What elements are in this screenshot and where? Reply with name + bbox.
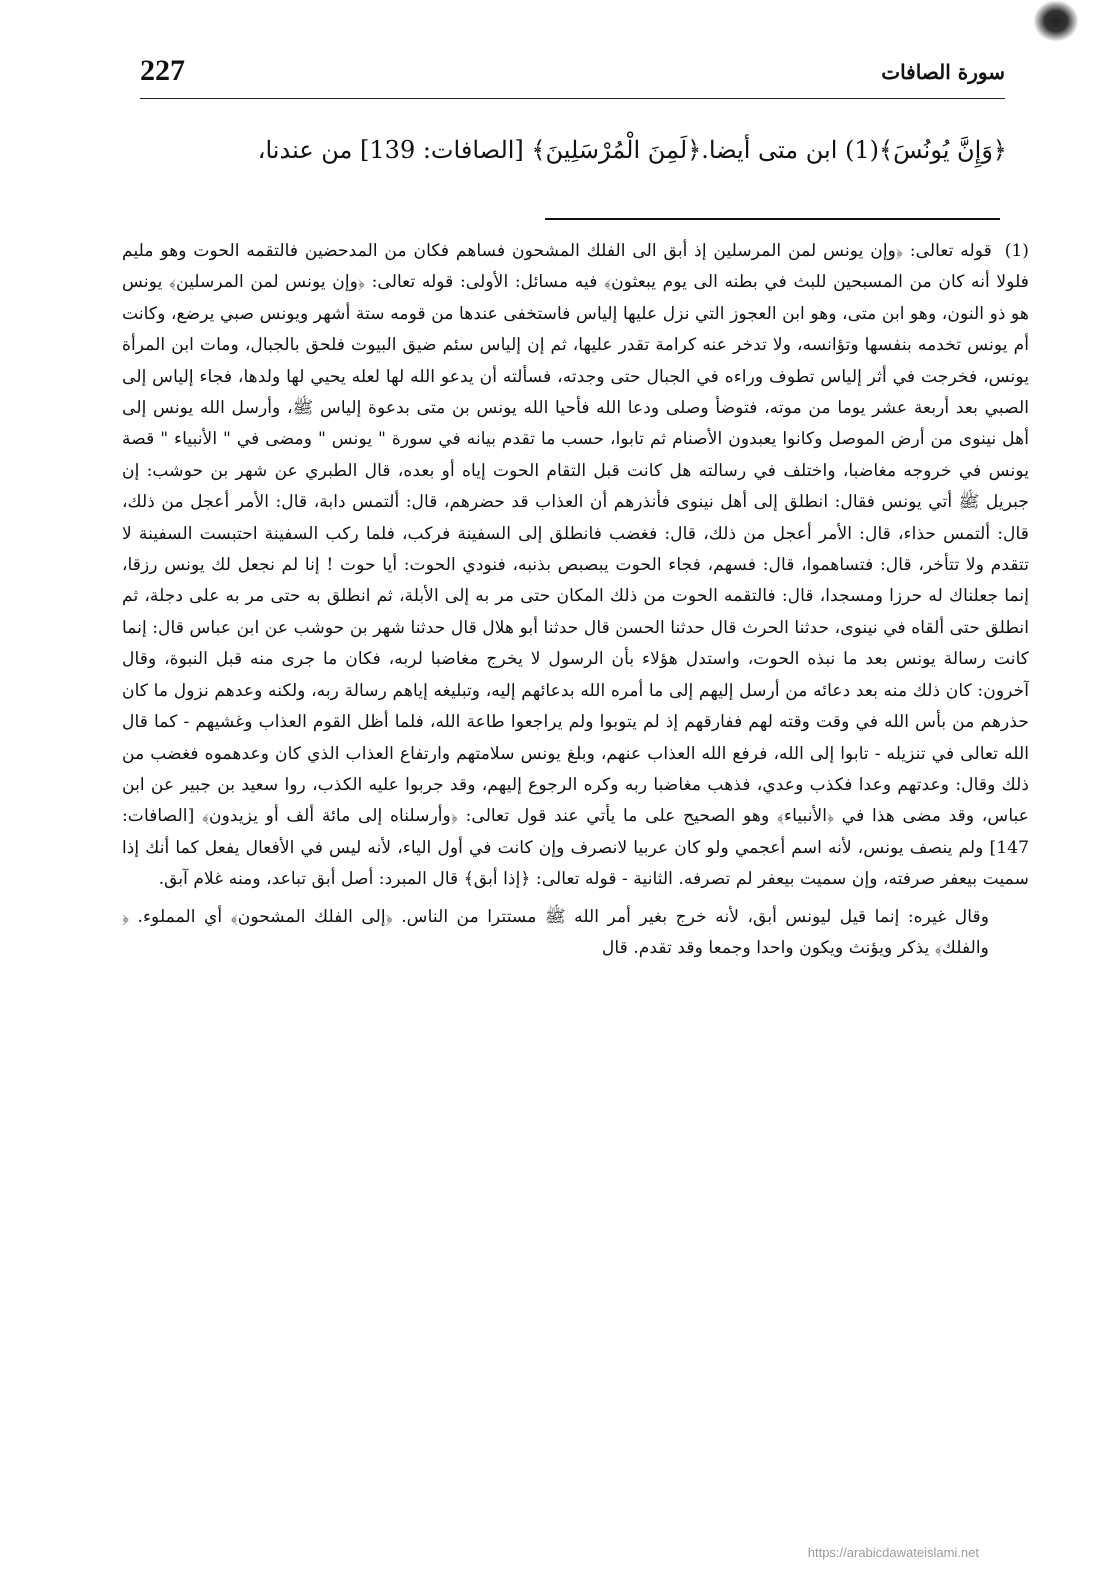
footnote-paragraph-2 [122,902,1029,965]
surah-title: سورة الصافات [881,60,1005,84]
page-number: 227 [140,54,185,87]
main-text-line: ﴿وَإِنَّ يُونُسَ﴾(1) ابن متى أيضا.﴿لَمِنَ الْمُرْسَلِينَ﴾ [الصافات: 139] من عندنا، [257,136,1007,164]
footnote-block [122,236,1029,1516]
footnote-divider [545,218,1000,220]
page-header [140,50,1005,99]
watermark-url: https://arabicdawateislami.net [807,1545,979,1560]
footnote-paragraph-1 [122,236,1029,896]
ink-smudge [1033,0,1079,42]
footnote-marker: (1) [1004,241,1029,261]
footnote-text-2: وقال غيره: إنما قيل ليونس أبق، لأنه خرج بغير أمر الله ﷺ مستترا من الناس. ﴿إلى الفلك المشحون﴾ أي المملوء. ﴿ والفلك﴾ يذكر ويؤنث ويكون واحدا وجمعا وقد تقدم. قال [122,906,989,958]
footnote-text-1: قوله تعالى: ﴿وإن يونس لمن المرسلين إذ أبق الى الفلك المشحون فساهم فكان من المدحضين فالتقمه الحوت وهو مليم فلولا أنه كان من المسبحين للبث في بطنه الى يوم يبعثون﴾ فيه مسائل: الأولى: قوله تعالى: ﴿وإن يونس لمن المرسلين﴾ يونس هو ذو النون، وهو ابن متى، وهو ابن العجوز التي نزل عليها إلياس فاستخفى عندها من قومه ستة أشهر ويونس صبي يرضع، وكانت أم يونس تخدمه بنفسها وتؤانسه، ولا تدخر عنه كرامة تقدر عليها، ثم إن إلياس سئم ضيق البيوت فلحق بالجبال، ومات ابن المرأة يونس، فخرجت في أثر إلياس تطوف وراءه في الجبال حتى وجدته، فسألته أن يدعو الله لها لعله يحيي لها ولدها، فجاء إلياس إلى الصبي بعد أربعة عشر يوما من موته، فتوضأ وصلى ودعا الله فأحيا الله يونس بن متى بدعوة إلياس ﷺ، وأرسل الله يونس إلى أهل نينوى من أرض الموصل وكانوا يعبدون الأصنام ثم تابوا، حسب ما تقدم بيانه في سورة " يونس " ومضى في " الأنبياء " قصة يونس في خروجه مغاضبا، واختلف في رسالته هل كانت قبل التقام الحوت إياه أو بعده، قال الطبري عن شهر بن حوشب: إن جبريل ﷺ أتي يونس فقال: انطلق إلى أهل نينوى فأنذرهم أن العذاب قد حضرهم، قال: ألتمس دابة، قال: الأمر أعجل من ذلك، قال: ألتمس حذاء، قال: الأمر أعجل من ذلك، قال: فغضب فانطلق إلى السفينة فركب، فلما ركب السفينة احتبست السفينة لا تتقدم ولا تتأخر، قال: فتساهموا، قال: فسهم، فجاء الحوت يبصبص بذنبه، فنودي الحوت: أيا حوت ! إنا لم نجعل لك يونس رزقا، إنما جعلناك له حرزا ومسجدا، قال: فالتقمه الحوت من ذلك المكان حتى مر به إلى الأبلة، ثم انطلق به حتى مر به على دجلة، ثم انطلق حتى ألقاه في نينوى، حدثنا الحرث قال حدثنا الحسن قال حدثنا أبو هلال قال حدثنا شهر بن حوشب عن ابن عباس قال: إنما كانت رسالة يونس بعد ما نبذه الحوت، واستدل هؤلاء بأن الرسول لا يخرج مغاضبا لربه، فكان ما جرى منه قبل النبوة، وقال آخرون: كان ذلك منه بعد دعائه من أرسل إليهم إلى ما أمره الله بدعائهم إليه، وتبليغه إياهم رسالة ربه، ولكنه وعدهم نزول ما كان حذرهم من بأس الله في وقت وقته لهم ففارقهم إذ لم يتوبوا ولم يراجعوا طاعة الله، فلما أظل القوم العذاب وغشيهم - كما قال الله تعالى في تنزيله - تابوا إلى الله، فرفع الله العذاب عنهم، وبلغ يونس سلامتهم وارتفاع العذاب الذي كان وعدهموه فغضب من ذلك وقال: وعدتهم وعدا فكذب وعدي، فذهب مغاضبا ربه وكره الرجوع إليهم، وقد جربوا عليه الكذب، روا سعيد بن جبير عن ابن عباس، وقد مضى هذا في ﴿الأنبياء﴾ وهو الصحيح على ما يأتي عند قول تعالى: ﴿وأرسلناه إلى مائة ألف أو يزيدون﴾ [الصافات: 147] ولم ينصف يونس، لأنه اسم أعجمي ولو كان عربيا لانصرف وإن كانت في أول الياء، لأنه ليس في الأفعال يفعل كما أنك إذا سميت بيعفر صرفته، وإن سميت بيعفر لم تصرفه. الثانية - قوله تعالى: ﴿إذا أبق﴾ قال المبرد: أصل أبق تباعد، ومنه غلام آبق. [122,241,1029,890]
